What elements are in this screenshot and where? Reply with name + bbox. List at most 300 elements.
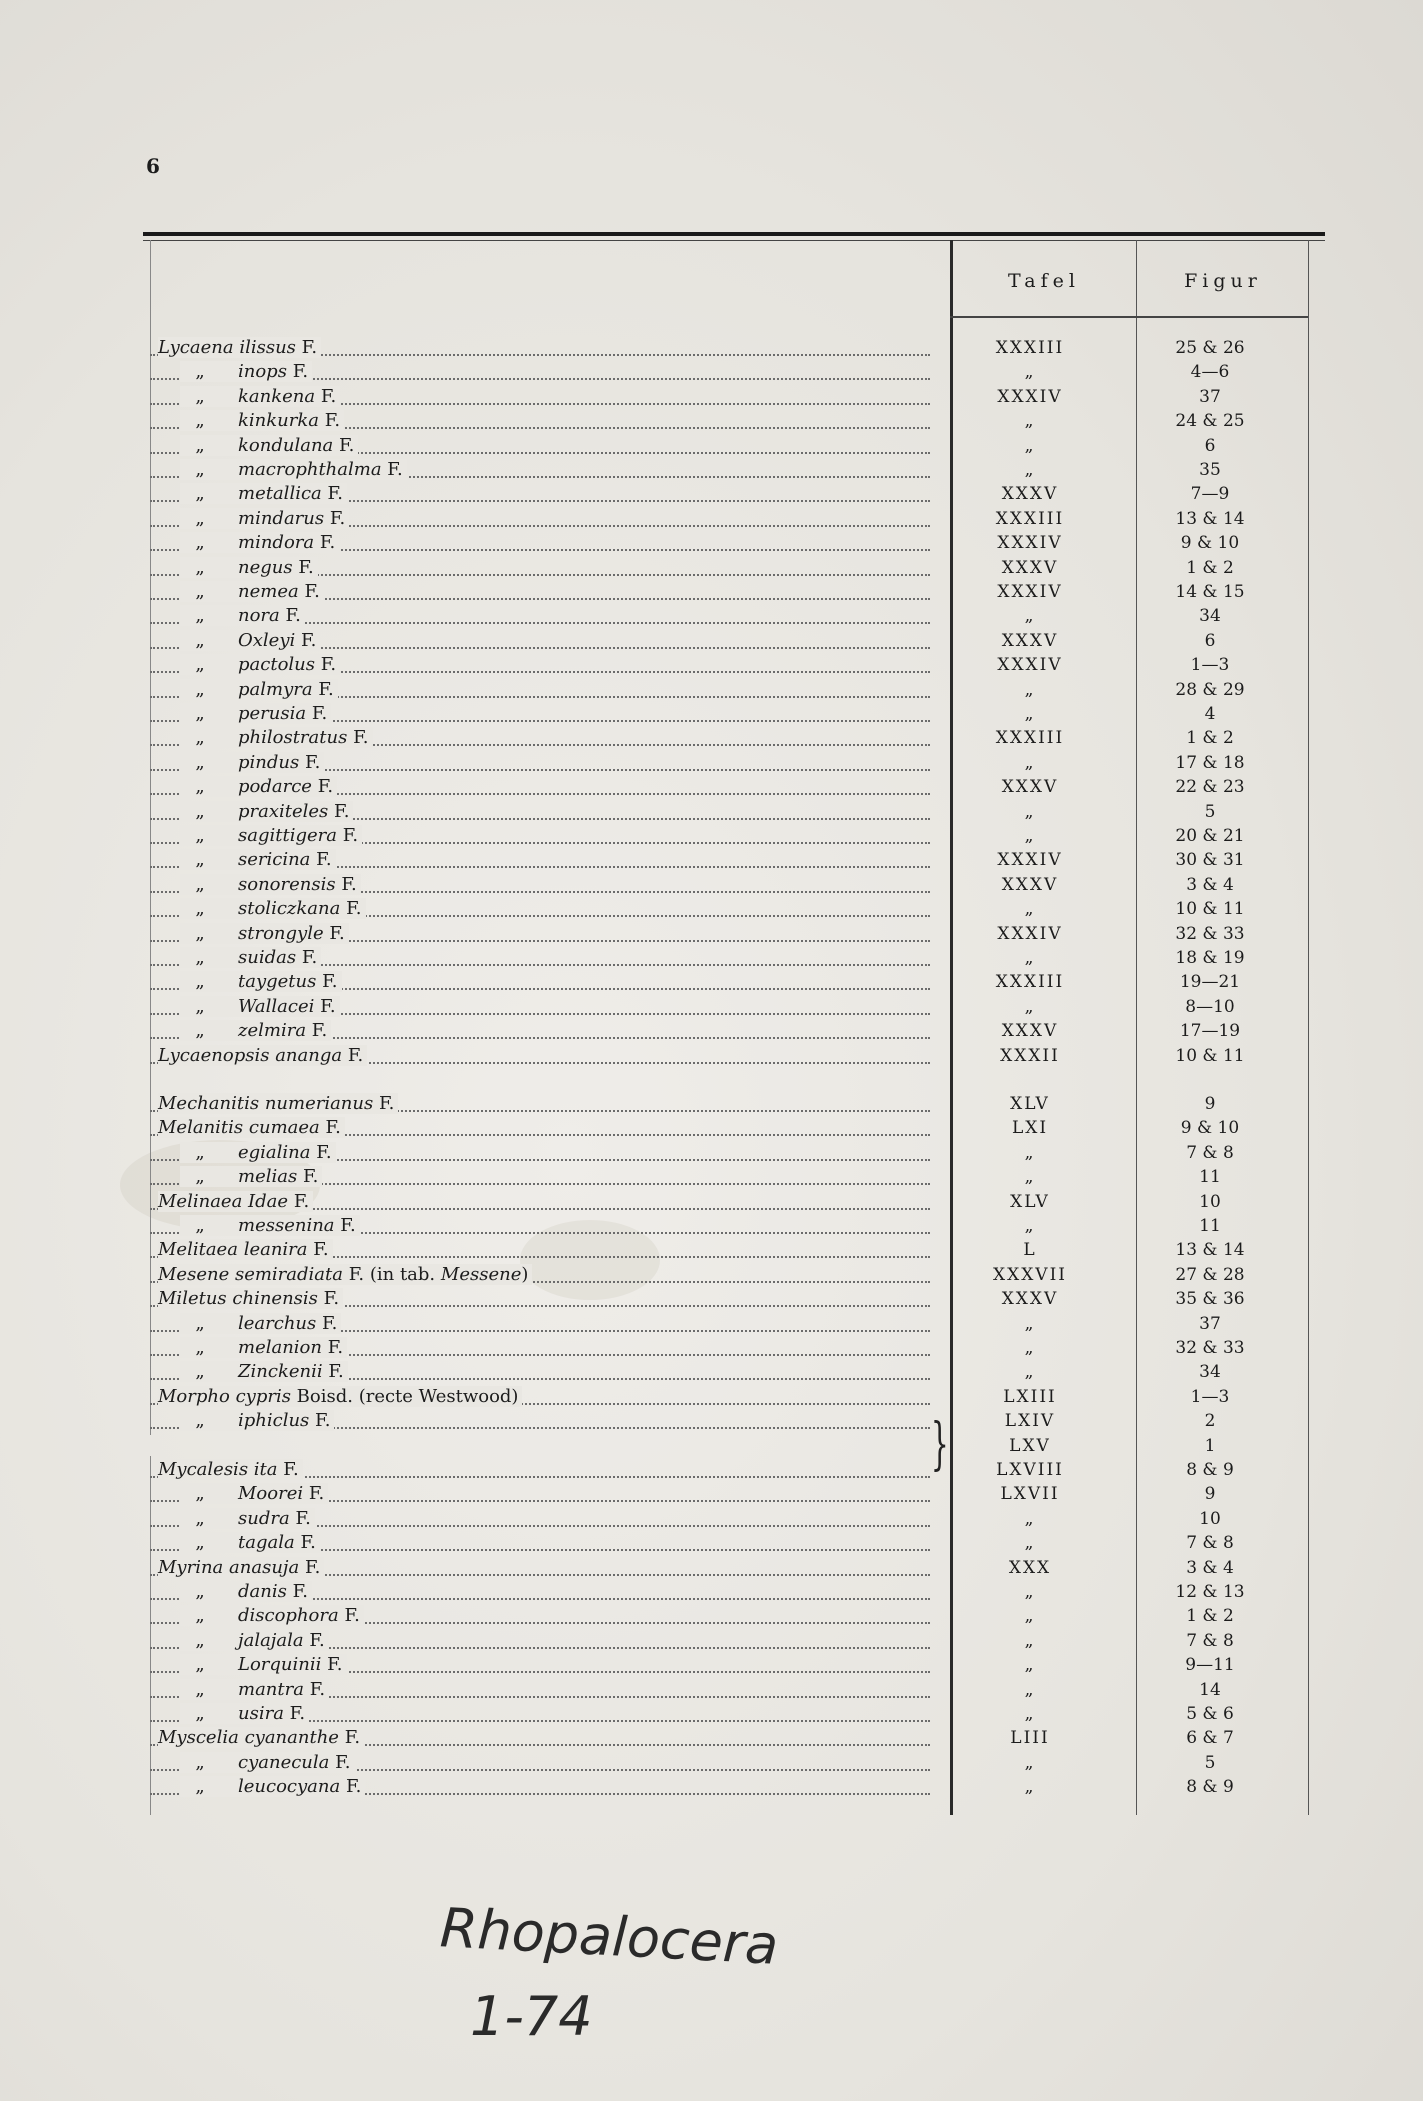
ditto-mark: „ bbox=[195, 654, 205, 676]
entry-name-cell bbox=[150, 1360, 930, 1384]
author-abbrev: F. bbox=[334, 800, 350, 822]
table-row bbox=[150, 1629, 1320, 1653]
figur-value: 6 bbox=[1204, 630, 1216, 651]
species-name: melanion bbox=[238, 1337, 322, 1358]
author-abbrev: F. bbox=[320, 654, 337, 676]
tafel-value: „ bbox=[1024, 606, 1036, 627]
entry-name-cell bbox=[150, 1678, 930, 1702]
figur-value: 9 bbox=[1204, 1484, 1216, 1505]
author-abbrev: Boisd. (recte Westwood) bbox=[296, 1385, 519, 1407]
figur-value: 10 bbox=[1199, 1191, 1221, 1212]
species-name: taygetus bbox=[238, 971, 317, 993]
figur-value: 6 bbox=[1204, 435, 1216, 456]
species-name: cyananthe bbox=[244, 1727, 339, 1749]
tafel-value: XXXV bbox=[1001, 630, 1059, 651]
figur-value: 1 & 2 bbox=[1186, 1606, 1234, 1627]
table-row bbox=[150, 873, 1320, 897]
table-row bbox=[150, 1507, 1320, 1531]
ditto-mark: „ bbox=[195, 385, 205, 407]
species-name: danis bbox=[238, 1581, 287, 1602]
ditto-mark: „ bbox=[195, 1581, 205, 1602]
figur-value: 37 bbox=[1199, 386, 1221, 407]
handwritten-note-line1: Rhopalocera bbox=[438, 1896, 780, 1977]
ditto-mark: „ bbox=[195, 971, 205, 993]
entry-name-cell bbox=[150, 1312, 930, 1336]
ditto-mark: „ bbox=[195, 1483, 205, 1505]
tafel-value: „ bbox=[1024, 1362, 1036, 1383]
ditto-mark: „ bbox=[195, 1312, 205, 1334]
table-row bbox=[150, 531, 1320, 555]
entry-name-cell bbox=[150, 385, 930, 409]
table-row bbox=[150, 1238, 1320, 1262]
entry-name-cell bbox=[150, 1507, 930, 1531]
figur-value: 25 & 26 bbox=[1175, 338, 1245, 358]
tafel-value: XXXIII bbox=[995, 338, 1065, 358]
species-name: strongyle bbox=[238, 922, 324, 944]
tafel-value: „ bbox=[1024, 1142, 1036, 1163]
entry-name-cell bbox=[150, 897, 930, 921]
author-abbrev: F. bbox=[322, 971, 338, 993]
tafel-value: LXVIII bbox=[996, 1460, 1064, 1480]
entry-name-cell bbox=[150, 580, 930, 604]
author-abbrev: F. bbox=[347, 1044, 364, 1066]
author-abbrev: F. bbox=[311, 1020, 328, 1042]
author-abbrev: F. bbox=[304, 1556, 321, 1578]
species-name: iphiclus bbox=[238, 1410, 310, 1432]
species-name: sudra bbox=[238, 1507, 290, 1529]
figur-value: 12 & 13 bbox=[1175, 1582, 1245, 1602]
entry-name-cell bbox=[150, 604, 930, 628]
ditto-mark: „ bbox=[195, 1141, 205, 1163]
genus-name: Mycalesis bbox=[158, 1459, 249, 1480]
entry-name-cell bbox=[150, 482, 930, 506]
entry-name-cell bbox=[150, 531, 930, 555]
tafel-value: XXXII bbox=[1000, 1045, 1060, 1066]
figur-value: 32 & 33 bbox=[1175, 1338, 1245, 1358]
author-abbrev: F. bbox=[301, 947, 318, 968]
author-abbrev: F. bbox=[315, 1410, 331, 1432]
ditto-mark: „ bbox=[195, 922, 205, 944]
author-abbrev: F. bbox=[320, 385, 337, 407]
figur-value: 4—6 bbox=[1190, 362, 1230, 383]
entry-name-cell bbox=[150, 556, 930, 580]
tafel-value: XXXIV bbox=[997, 533, 1063, 554]
entry-name-cell bbox=[150, 629, 930, 653]
author-abbrev: F. bbox=[295, 1507, 311, 1529]
table-row bbox=[150, 653, 1320, 677]
table-row bbox=[150, 922, 1320, 946]
figur-value: 10 & 11 bbox=[1175, 1045, 1245, 1066]
genus-name: Melitaea bbox=[158, 1239, 238, 1261]
species-name: macrophthalma bbox=[238, 459, 382, 480]
tafel-value: „ bbox=[1024, 1606, 1036, 1627]
entry-name-cell bbox=[150, 1482, 930, 1506]
author-abbrev: F. bbox=[283, 1459, 299, 1480]
table-row bbox=[150, 1190, 1320, 1214]
table-row bbox=[150, 1653, 1320, 1677]
tafel-value: „ bbox=[1024, 1752, 1036, 1773]
genus-name: Miletus bbox=[158, 1288, 227, 1310]
ditto-mark: „ bbox=[195, 1678, 205, 1700]
author-abbrev: F. bbox=[340, 1215, 356, 1236]
ditto-mark: „ bbox=[195, 898, 205, 920]
tafel-value: „ bbox=[1024, 1704, 1036, 1724]
ditto-mark: „ bbox=[195, 434, 205, 456]
tafel-value: XXXIV bbox=[997, 386, 1063, 407]
entry-name-cell bbox=[150, 409, 930, 433]
figur-value: 14 & 15 bbox=[1175, 582, 1245, 602]
ditto-mark: „ bbox=[195, 1654, 205, 1676]
species-name: leanira bbox=[243, 1239, 308, 1261]
table-row bbox=[150, 1019, 1320, 1043]
species-name: stoliczkana bbox=[238, 898, 341, 920]
tafel-value: „ bbox=[1024, 826, 1036, 846]
species-name: inops bbox=[238, 361, 287, 383]
author-abbrev: F. bbox=[317, 776, 334, 798]
species-name: nemea bbox=[238, 581, 299, 602]
species-name: cyanecula bbox=[238, 1751, 330, 1773]
species-name: nora bbox=[238, 605, 280, 627]
species-name: sagittigera bbox=[238, 825, 337, 846]
species-name: negus bbox=[238, 556, 293, 578]
entry-name-cell bbox=[150, 1726, 930, 1750]
figur-value: 34 bbox=[1199, 606, 1221, 627]
species-name: Wallacei bbox=[238, 995, 315, 1017]
figur-value: 1—3 bbox=[1190, 1386, 1230, 1407]
entry-name-cell bbox=[150, 1751, 930, 1775]
species-name: metallica bbox=[238, 483, 322, 505]
closing-paren: ) bbox=[521, 1263, 529, 1285]
genus-name: Myrina bbox=[158, 1556, 224, 1578]
table-row bbox=[150, 800, 1320, 824]
species-name: usira bbox=[238, 1703, 284, 1724]
figur-value: 14 bbox=[1199, 1679, 1221, 1700]
species-name: leucocyana bbox=[238, 1776, 341, 1798]
ditto-mark: „ bbox=[195, 532, 205, 554]
ditto-mark: „ bbox=[195, 581, 205, 602]
figur-value: 9 & 10 bbox=[1180, 1118, 1240, 1139]
entry-name-cell bbox=[150, 1238, 930, 1262]
table-row bbox=[150, 775, 1320, 799]
author-abbrev: F. bbox=[339, 434, 355, 456]
author-abbrev: F. bbox=[344, 1605, 360, 1627]
table-row bbox=[150, 507, 1320, 531]
species-name: mindora bbox=[238, 532, 315, 554]
ditto-mark: „ bbox=[195, 800, 205, 822]
table-row bbox=[150, 360, 1320, 384]
entry-name-cell bbox=[150, 1092, 930, 1116]
tafel-value: „ bbox=[1024, 679, 1036, 700]
figur-value: 4 bbox=[1204, 704, 1216, 724]
author-abbrev: F. bbox=[341, 873, 357, 895]
species-name: kinkurka bbox=[238, 410, 319, 432]
table-row bbox=[150, 580, 1320, 604]
author-abbrev: F. bbox=[319, 532, 336, 554]
tafel-value: LXIV bbox=[1004, 1411, 1056, 1432]
species-name: Lorquinii bbox=[238, 1654, 322, 1676]
entry-name-cell bbox=[150, 1141, 930, 1165]
species-name: anasuja bbox=[229, 1556, 300, 1578]
ditto-mark: „ bbox=[195, 678, 205, 700]
author-abbrev: F. (in tab. bbox=[348, 1263, 436, 1285]
author-abbrev: F. bbox=[313, 1239, 329, 1261]
genus-name: Myscelia bbox=[158, 1727, 239, 1749]
table-row bbox=[150, 1165, 1320, 1189]
tafel-value: LXV bbox=[1009, 1435, 1051, 1456]
entry-name-cell bbox=[150, 1019, 930, 1043]
tafel-value: XXXV bbox=[1001, 777, 1059, 798]
figur-value: 11 bbox=[1199, 1167, 1221, 1188]
table-row bbox=[150, 1434, 1320, 1458]
figur-value: 7—9 bbox=[1190, 484, 1230, 505]
table-row bbox=[150, 1702, 1320, 1726]
figur-value: 34 bbox=[1199, 1362, 1221, 1383]
tafel-value: LXIII bbox=[1003, 1386, 1057, 1407]
figur-value: 5 bbox=[1204, 1752, 1216, 1773]
species-name: ita bbox=[253, 1459, 278, 1480]
figur-value: 1—3 bbox=[1190, 655, 1230, 676]
tafel-value: „ bbox=[1024, 899, 1036, 920]
entry-name-cell bbox=[150, 1263, 930, 1287]
figur-value: 19—21 bbox=[1179, 972, 1241, 993]
ditto-mark: „ bbox=[195, 751, 205, 773]
table-row bbox=[150, 970, 1320, 994]
entry-name-cell bbox=[150, 873, 930, 897]
tafel-value: XXX bbox=[1008, 1557, 1052, 1578]
ditto-mark: „ bbox=[195, 459, 205, 480]
tafel-value: XXXIV bbox=[997, 582, 1063, 602]
figur-value: 24 & 25 bbox=[1175, 411, 1245, 432]
genus-name: Melinaea bbox=[158, 1190, 243, 1212]
entry-name-cell bbox=[150, 1116, 930, 1140]
figur-value: 9—11 bbox=[1185, 1655, 1235, 1676]
tafel-value: „ bbox=[1024, 801, 1036, 822]
figur-value: 35 & 36 bbox=[1175, 1289, 1245, 1310]
entry-name-cell bbox=[150, 970, 930, 994]
figur-value: 11 bbox=[1199, 1216, 1221, 1236]
tafel-value: „ bbox=[1024, 1582, 1036, 1602]
table-row bbox=[150, 1385, 1320, 1409]
species-name: suidas bbox=[238, 947, 297, 968]
author-abbrev: F. bbox=[300, 1532, 316, 1554]
entry-name-cell bbox=[150, 922, 930, 946]
table-row bbox=[150, 1092, 1320, 1116]
tafel-value: „ bbox=[1024, 435, 1036, 456]
table-top-rule-thin bbox=[143, 240, 1325, 241]
ditto-mark: „ bbox=[195, 410, 205, 432]
entry-name-cell bbox=[150, 775, 930, 799]
tafel-value: XXXV bbox=[1001, 484, 1059, 505]
figur-value: 7 & 8 bbox=[1186, 1533, 1234, 1554]
table-row bbox=[150, 1678, 1320, 1702]
table-row bbox=[150, 1604, 1320, 1628]
tafel-value: „ bbox=[1024, 1777, 1036, 1798]
table-row bbox=[150, 1287, 1320, 1311]
entry-name-cell bbox=[150, 1629, 930, 1653]
table-row bbox=[150, 604, 1320, 628]
ditto-mark: „ bbox=[195, 727, 205, 749]
genus-name: Lycaenopsis bbox=[158, 1044, 270, 1066]
ditto-mark: „ bbox=[195, 507, 205, 529]
ditto-mark: „ bbox=[195, 1507, 205, 1529]
tafel-value: „ bbox=[1024, 1508, 1036, 1529]
tafel-value: „ bbox=[1024, 1679, 1036, 1700]
genus-name: Mechanitis bbox=[158, 1093, 260, 1114]
entry-name-cell bbox=[150, 1214, 930, 1238]
species-name: philostratus bbox=[238, 727, 348, 749]
figur-value: 9 bbox=[1204, 1094, 1216, 1114]
ditto-mark: „ bbox=[195, 1020, 205, 1042]
ditto-mark: „ bbox=[195, 1605, 205, 1627]
author-abbrev: F. bbox=[316, 849, 332, 871]
table-row bbox=[150, 1116, 1320, 1140]
figur-value: 9 & 10 bbox=[1180, 533, 1240, 554]
tafel-value: LIII bbox=[1010, 1728, 1050, 1749]
species-name: podarce bbox=[238, 776, 312, 798]
table-row bbox=[150, 458, 1320, 482]
header-figur: Figur bbox=[1184, 270, 1262, 292]
entry-name-cell bbox=[150, 1165, 930, 1189]
entry-name-cell bbox=[150, 726, 930, 750]
figur-value: 37 bbox=[1199, 1313, 1221, 1334]
author-abbrev: F. bbox=[292, 1581, 308, 1602]
author-abbrev: F. bbox=[298, 556, 314, 578]
entry-name-cell bbox=[150, 1434, 930, 1458]
table-row bbox=[150, 482, 1320, 506]
species-name: cumaea bbox=[248, 1117, 320, 1139]
species-name: Idae bbox=[248, 1190, 289, 1212]
species-name: praxiteles bbox=[238, 800, 329, 822]
table-row bbox=[150, 678, 1320, 702]
figur-value: 5 bbox=[1204, 801, 1216, 822]
entry-name-cell bbox=[150, 800, 930, 824]
author-abbrev: F. bbox=[346, 898, 362, 920]
genus-name: Melanitis bbox=[158, 1117, 244, 1139]
genus-name: Mesene bbox=[158, 1263, 230, 1285]
table-row bbox=[150, 848, 1320, 872]
species-name: learchus bbox=[238, 1312, 317, 1334]
figur-value: 32 & 33 bbox=[1175, 923, 1245, 944]
tafel-value: „ bbox=[1024, 362, 1036, 383]
figur-value: 3 & 4 bbox=[1186, 1557, 1234, 1578]
author-abbrev: F. bbox=[345, 1776, 362, 1798]
entry-name-cell bbox=[150, 336, 930, 360]
species-name: Oxleyi bbox=[238, 629, 296, 651]
figur-value: 1 & 2 bbox=[1186, 557, 1234, 578]
author-abbrev: F. bbox=[304, 581, 320, 602]
author-abbrev: F. bbox=[289, 1703, 306, 1724]
table-row bbox=[150, 897, 1320, 921]
table-row bbox=[150, 751, 1320, 775]
species-name: Moorei bbox=[238, 1483, 304, 1505]
figur-value: 8—10 bbox=[1185, 996, 1235, 1017]
author-abbrev: F. bbox=[329, 922, 345, 944]
entry-name-cell bbox=[150, 751, 930, 775]
author-abbrev: F. bbox=[292, 361, 309, 383]
tafel-value: XLV bbox=[1010, 1094, 1050, 1114]
figur-value: 7 & 8 bbox=[1186, 1142, 1234, 1163]
figur-value: 6 & 7 bbox=[1186, 1728, 1234, 1749]
species-name: palmyra bbox=[238, 678, 313, 700]
ditto-mark: „ bbox=[195, 1532, 205, 1554]
figur-value: 20 & 21 bbox=[1175, 826, 1245, 846]
ditto-mark: „ bbox=[195, 703, 205, 724]
genus-name: Lycaena bbox=[158, 337, 234, 358]
author-abbrev: F. bbox=[309, 1678, 326, 1700]
entry-name-cell bbox=[150, 946, 930, 970]
table-row bbox=[150, 1141, 1320, 1165]
species-name: semiradiata bbox=[234, 1263, 343, 1285]
author-abbrev: F. bbox=[318, 678, 334, 700]
tafel-value: XXXIV bbox=[997, 655, 1063, 676]
ditto-mark: „ bbox=[195, 873, 205, 895]
tafel-value: „ bbox=[1024, 704, 1036, 724]
entry-name-cell bbox=[150, 458, 930, 482]
table-row bbox=[150, 409, 1320, 433]
figur-value: 10 bbox=[1199, 1508, 1221, 1529]
brace-mark: } bbox=[930, 1412, 949, 1477]
entry-name-cell bbox=[150, 653, 930, 677]
species-name: numerianus bbox=[264, 1093, 374, 1114]
table-row bbox=[150, 1336, 1320, 1360]
author-abbrev: F. bbox=[353, 727, 369, 749]
species-name: ananga bbox=[275, 1044, 343, 1066]
tafel-value: XXXV bbox=[1001, 874, 1059, 895]
table-row bbox=[150, 556, 1320, 580]
table-row bbox=[150, 1214, 1320, 1238]
figur-value: 8 & 9 bbox=[1186, 1777, 1234, 1798]
species-name: tagala bbox=[238, 1532, 295, 1554]
table-row bbox=[150, 1580, 1320, 1604]
tafel-value: „ bbox=[1024, 1167, 1036, 1188]
species-name: perusia bbox=[238, 703, 307, 724]
ditto-mark: „ bbox=[195, 1361, 205, 1383]
ditto-mark: „ bbox=[195, 849, 205, 871]
table-row bbox=[150, 1751, 1320, 1775]
entry-name-cell bbox=[150, 702, 930, 726]
species-name: kondulana bbox=[238, 434, 334, 456]
figur-value: 7 & 8 bbox=[1186, 1630, 1234, 1651]
entry-name-cell bbox=[150, 507, 930, 531]
species-name: chinensis bbox=[232, 1288, 318, 1310]
alt-genus-name: Messene bbox=[440, 1263, 522, 1285]
entry-name-cell bbox=[150, 1190, 930, 1214]
tafel-value: XXXVII bbox=[992, 1264, 1067, 1285]
tafel-value: XXXIII bbox=[995, 728, 1065, 749]
table-row bbox=[150, 1360, 1320, 1384]
figur-value: 17—19 bbox=[1179, 1021, 1241, 1042]
table-row bbox=[150, 1263, 1320, 1287]
author-abbrev: F. bbox=[328, 1361, 344, 1383]
tafel-value: „ bbox=[1024, 752, 1036, 773]
figur-value: 35 bbox=[1199, 460, 1221, 480]
ditto-mark: „ bbox=[195, 1166, 205, 1188]
tafel-value: „ bbox=[1024, 411, 1036, 432]
tafel-value: LXVII bbox=[1000, 1484, 1060, 1505]
entry-name-cell bbox=[150, 824, 930, 848]
genus-name: Morpho bbox=[158, 1385, 230, 1407]
table-row bbox=[150, 629, 1320, 653]
tafel-value: „ bbox=[1024, 1533, 1036, 1554]
figur-value: 13 & 14 bbox=[1175, 1240, 1245, 1261]
entry-name-cell bbox=[150, 1702, 930, 1726]
tafel-value: XXXV bbox=[1001, 1021, 1059, 1042]
entry-name-cell bbox=[150, 995, 930, 1019]
ditto-mark: „ bbox=[195, 1776, 205, 1798]
author-abbrev: F. bbox=[304, 751, 321, 773]
author-abbrev: F. bbox=[329, 507, 346, 529]
entry-name-cell bbox=[150, 1775, 930, 1799]
